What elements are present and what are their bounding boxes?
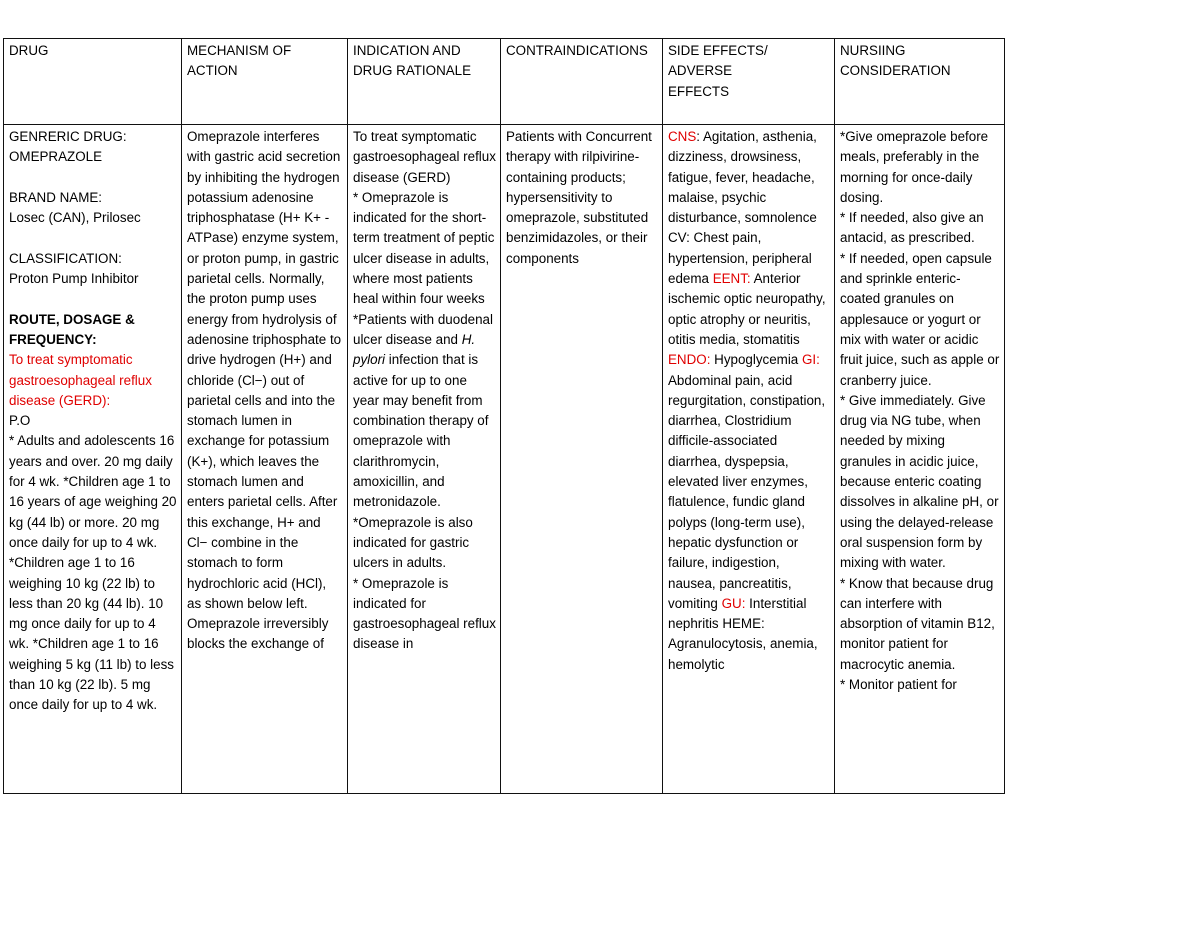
indication-peptic-ulcer: * Omeprazole is indicated for the short-term treatment of peptic ulcer disease in adults, where most patients heal within four weeks: [353, 189, 495, 307]
classification-value: Proton Pump Inhibitor: [9, 271, 139, 287]
gu-label: GU:: [721, 595, 746, 611]
header-contraindications: CONTRAINDICATIONS: [501, 39, 663, 125]
gi-label: GI:: [802, 352, 820, 368]
drug-study-table: [3, 38, 1005, 794]
header-indication: INDICATION AND DRUG RATIONALE: [348, 39, 501, 125]
generic-name: OMEPRAZOLE: [9, 149, 103, 165]
header-drug: DRUG: [4, 39, 182, 125]
contraindications-cell: [501, 125, 663, 794]
duodenal-text-b: infection that is active for up to one year may benefit from combination therapy of omeprazole with clarithromycin, amoxicillin, and metronidazole.: [353, 352, 489, 510]
endo-label: ENDO:: [668, 352, 711, 368]
route-value: P.O: [9, 413, 31, 429]
indication-gastric-ulcer: *Omeprazole is also indicated for gastric ulcers in adults.: [353, 514, 473, 571]
contraindications-text: Patients with Concurrent therapy with rilpivirine-containing products; hypersensitivity to omeprazole, substituted benzimidazoles, or their components: [506, 129, 652, 266]
header-nursing: NURSIING CONSIDERATION: [835, 39, 1005, 125]
h-pylori-text: H. pylori: [353, 331, 476, 368]
nursing-item: * If needed, also give an antacid, as prescribed.: [840, 210, 984, 246]
brand-label: BRAND NAME:: [9, 189, 103, 205]
nursing-item: * Know that because drug can interfere with absorption of vitamin B12, monitor patient for macrocytic anemia.: [840, 575, 995, 672]
nursing-item: * Give immediately. Give drug via NG tube, when needed by mixing granules in acidic juice, because enteric coating dissolves in alkaline pH, or using the delayed-release oral suspension form by mixing with water.: [840, 392, 999, 571]
side-effects-cell: [663, 125, 835, 794]
drug-cell: [4, 125, 182, 794]
omeprazole-row: [4, 125, 1005, 794]
header-row: [4, 39, 1005, 125]
duodenal-text-a: *Patients with duodenal ulcer disease and: [353, 311, 493, 347]
generic-label: GENRERIC DRUG:: [9, 129, 127, 144]
eent-label: EENT:: [712, 271, 751, 287]
eent-text: Anterior ischemic optic neuropathy, optic atrophy or neuritis, otitis media, stomatitis: [668, 271, 826, 347]
endo-text: Hypoglycemia: [714, 352, 799, 368]
nursing-item: * If needed, open capsule and sprinkle enteric-coated granules on applesauce or yogurt or mix with water or acidic fruit juice, such as apple or cranberry juice.: [840, 250, 1000, 388]
classification-label: CLASSIFICATION:: [9, 250, 122, 266]
route-label: ROUTE, DOSAGE & FREQUENCY:: [9, 311, 135, 347]
header-side-effects: SIDE EFFECTS/ ADVERSE EFFECTS: [663, 39, 835, 125]
gi-text: Abdominal pain, acid regurgitation, constipation, diarrhea, Clostridium difficile-associated diarrhea, dyspepsia, elevated liver enzymes, flatulence, fundic gland polyps (long-term use), hepatic dysfunction or failure, indigestion, nausea, pancreatitis, vomiting: [668, 372, 826, 611]
indication-cell: [348, 125, 501, 794]
nursing-cell: [835, 125, 1005, 794]
gu-text: Interstitial nephritis HEME: Agranulocytosis, anemia, hemolytic: [668, 595, 818, 672]
dosage-text: * Adults and adolescents 16 years and over. 20 mg daily for 4 wk. *Children age 1 to 16 years of age weighing 20 kg (44 lb) or more. 20 mg once daily for up to 4 wk. *Children age 1 to 16 weighing 10 kg (22 lb) to less than 20 kg (44 lb). 10 mg once daily for up to 4 wk. *Children age 1 to 16 weighing 5 kg (11 lb) to less than 10 kg (22 lb). 5 mg once daily for up to 4 wk.: [9, 433, 177, 713]
route-indication: To treat symptomatic gastroesophageal reflux disease (GERD):: [9, 352, 152, 408]
nursing-item: *Give omeprazole before meals, preferably in the morning for once-daily dosing.: [840, 129, 989, 205]
header-mechanism: MECHANISM OF ACTION: [182, 39, 348, 125]
cns-text: : Agitation, asthenia, dizziness, drowsiness, fatigue, fever, headache, malaise, psychic disturbance, somnolence CV: Chest pain, hypertension, peripheral edema: [668, 129, 817, 287]
mechanism-cell: [182, 125, 348, 794]
mechanism-text: Omeprazole interferes with gastric acid secretion by inhibiting the hydrogen potassium adenosine triphosphatase (H+ K+ -ATPase) enzyme system, or proton pump, in gastric parietal cells. Normally, the proton pump uses energy from hydrolysis of adenosine triphosphate to drive hydrogen (H+) and chloride (Cl−) out of parietal cells and into the stomach lumen in exchange for potassium (K+), which leaves the stomach lumen and enters parietal cells. After this exchange, H+ and Cl− combine in the stomach to form hydrochloric acid (HCl), as shown below left. Omeprazole irreversibly blocks the exchange of: [187, 129, 342, 652]
indication-gerd: To treat symptomatic gastroesophageal reflux disease (GERD): [353, 129, 496, 185]
nursing-item: * Monitor patient for: [840, 677, 957, 693]
cns-label: CNS: [668, 129, 697, 144]
indication-duodenal-ulcer: [353, 310, 496, 513]
brand-name: Losec (CAN), Prilosec: [9, 210, 141, 226]
indication-gerd-2: * Omeprazole is indicated for gastroesophageal reflux disease in: [353, 575, 496, 652]
